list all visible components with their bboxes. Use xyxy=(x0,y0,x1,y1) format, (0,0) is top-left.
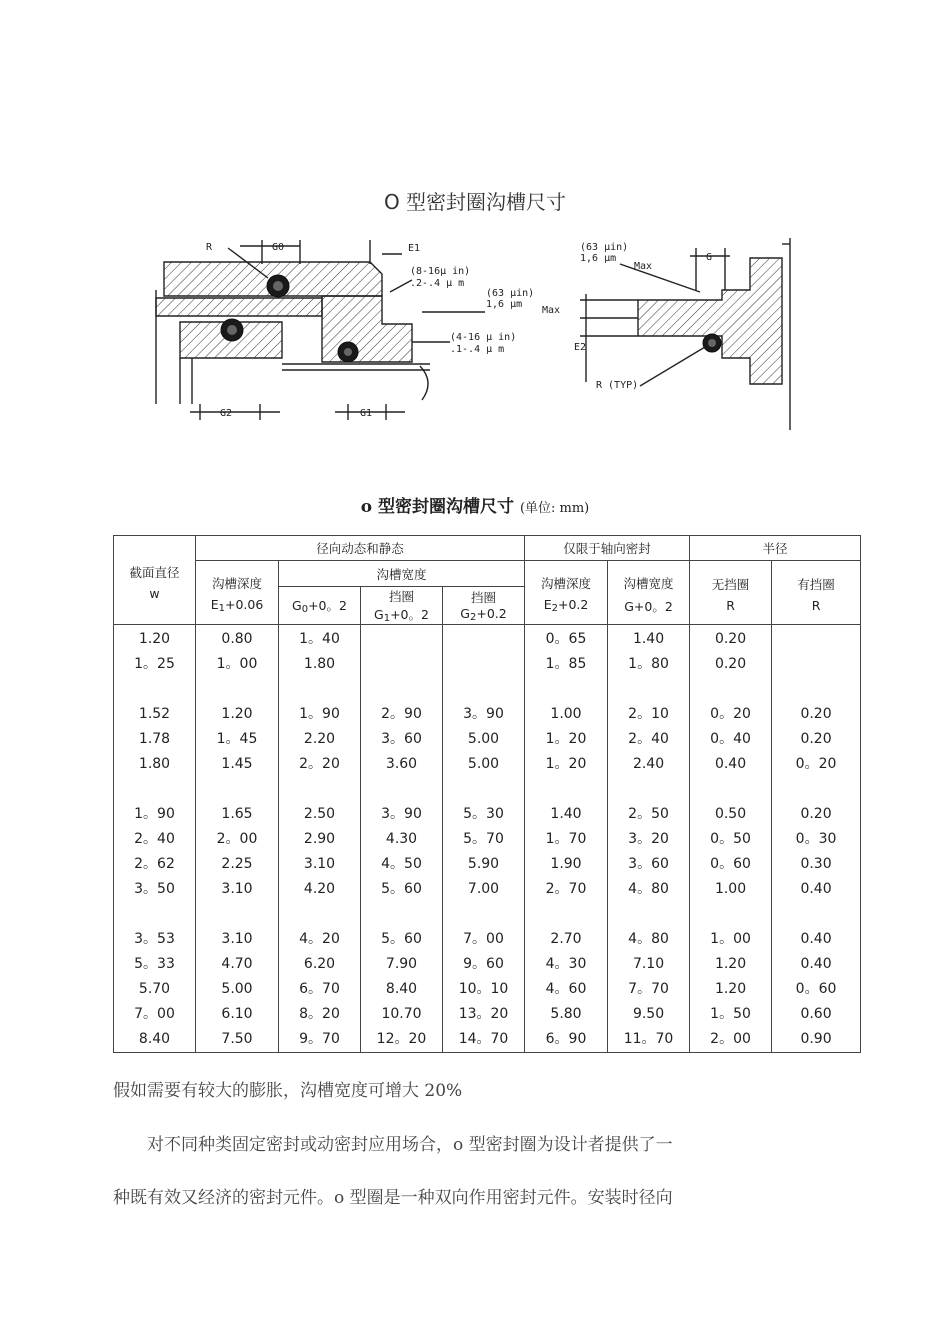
table-cell: 3.10 xyxy=(221,881,253,897)
table-cell: 3。90 xyxy=(381,806,422,822)
header-w: 截面直径 w xyxy=(114,536,196,625)
table-cell: 14。70 xyxy=(458,1031,509,1047)
table-cell: 2。50 xyxy=(628,806,669,822)
table-cell: 2。20 xyxy=(299,756,340,772)
table-cell: 5.00 xyxy=(467,756,500,772)
table-cell: 0.40 xyxy=(800,881,832,897)
group-spacer xyxy=(772,902,860,927)
header-g2: 挡圈 $G_2+0.2$ xyxy=(443,587,525,625)
group-spacer xyxy=(608,777,689,802)
table-cell: 1.80 xyxy=(138,756,171,772)
table-cell: 2.50 xyxy=(303,806,336,822)
group-spacer xyxy=(196,777,278,802)
table-column xyxy=(608,625,690,1053)
label-max-2: Max xyxy=(634,261,653,272)
group-spacer xyxy=(443,677,524,702)
table-cell: 4。80 xyxy=(628,931,669,947)
table-cell: 7。00 xyxy=(463,931,504,947)
table-cell xyxy=(443,652,524,677)
table-cell xyxy=(772,627,860,652)
table-cell: 5。60 xyxy=(381,931,422,947)
table-cell: 0。60 xyxy=(795,981,837,997)
table-cell: 0.20 xyxy=(714,656,747,672)
table-cell: 4。30 xyxy=(545,956,587,972)
label-finish4-a: (63 μin) xyxy=(580,242,629,253)
table-cell: 5。60 xyxy=(381,881,422,897)
header-axial: 仅限于轴向密封 xyxy=(525,536,690,561)
table-cell: 4。20 xyxy=(299,931,340,947)
table-cell: 3.60 xyxy=(385,756,418,772)
table-cell: 5。30 xyxy=(463,806,504,822)
table-cell: 7.10 xyxy=(632,956,665,972)
table-cell: 3.10 xyxy=(221,931,253,947)
group-spacer xyxy=(443,777,524,802)
table-cell: 4.20 xyxy=(303,881,336,897)
group-spacer xyxy=(279,777,360,802)
table-cell: 0。60 xyxy=(710,856,751,872)
table-cell: 0.60 xyxy=(800,1006,832,1022)
table-cell: 4。80 xyxy=(628,881,669,897)
table-cell: 2.70 xyxy=(550,931,582,947)
expansion-note: 假如需要有较大的膨胀，沟槽宽度可增大 20% xyxy=(113,1081,463,1101)
header-r-no-backup: 无挡圈 R xyxy=(690,561,772,625)
table-cell: 2。90 xyxy=(381,706,422,722)
paragraph-line-2: 种既有效又经济的密封元件。o 型圈是一种双向作用密封元件。安装时径向 xyxy=(113,1188,673,1208)
table-cell: 5。70 xyxy=(463,831,504,847)
group-spacer xyxy=(525,902,607,927)
table-cell: 0.80 xyxy=(221,631,253,647)
table-cell: 5.00 xyxy=(221,981,253,997)
table-cell: 2。40 xyxy=(628,731,669,747)
table-cell: 9.50 xyxy=(632,1006,665,1022)
label-finish1-b: .2-.4 μ m xyxy=(410,278,465,289)
table-cell: 0.40 xyxy=(800,931,832,947)
table-cell: 4。50 xyxy=(381,856,422,872)
table-cell: 1.45 xyxy=(221,756,253,772)
table-cell: 13。20 xyxy=(458,1006,509,1022)
table-cell: 1。80 xyxy=(628,656,669,672)
table-column xyxy=(279,625,361,1053)
table-cell: 1.40 xyxy=(632,631,665,647)
group-spacer xyxy=(772,677,860,702)
table-cell: 1.20 xyxy=(714,981,747,997)
group-spacer xyxy=(114,902,195,927)
table-cell: 2。10 xyxy=(628,706,669,722)
table-cell: 1.40 xyxy=(550,806,582,822)
group-spacer xyxy=(608,902,689,927)
paragraph-line-1: 对不同种类固定密封或动密封应用场合，o 型密封圈为设计者提供了一 xyxy=(147,1135,673,1155)
table-cell: 0.20 xyxy=(800,806,832,822)
groove-diagram xyxy=(150,234,815,434)
label-g0: G0 xyxy=(272,242,285,253)
table-cell: 1。00 xyxy=(710,931,751,947)
group-spacer xyxy=(525,777,607,802)
label-finish4-b: 1,6 μm xyxy=(580,253,617,264)
table-cell: 6。90 xyxy=(545,1031,587,1047)
table-cell: 6.20 xyxy=(303,956,336,972)
table-cell: 0。20 xyxy=(710,706,751,722)
table-cell: 3。53 xyxy=(134,931,175,947)
table-cell: 1.20 xyxy=(221,706,253,722)
table-cell: 0.20 xyxy=(800,706,832,722)
table-cell: 1.65 xyxy=(221,806,253,822)
table-cell: 7。70 xyxy=(628,981,669,997)
table-cell: 1.00 xyxy=(714,881,747,897)
table-cell: 10。10 xyxy=(458,981,509,997)
header-r-backup: 有挡圈 R xyxy=(772,561,861,625)
table-cell: 5。33 xyxy=(134,956,175,972)
table-cell: 0.90 xyxy=(800,1031,832,1047)
label-e1: E1 xyxy=(408,243,421,254)
table-cell: 1。40 xyxy=(299,631,340,647)
table-cell: 1。85 xyxy=(545,656,587,672)
table-title-text: o 型密封圈沟槽尺寸 xyxy=(360,497,515,517)
table-cell: 1。25 xyxy=(134,656,175,672)
table-cell: 1.20 xyxy=(714,956,747,972)
label-finish2-a: (63 μin) xyxy=(486,288,535,299)
table-cell xyxy=(361,627,442,652)
table-column xyxy=(690,625,772,1053)
table-cell: 1。90 xyxy=(134,806,175,822)
table-cell: 8.40 xyxy=(385,981,418,997)
header-g1: 挡圈 $G_1+0$。2 xyxy=(361,587,443,625)
table-cell: 1。00 xyxy=(216,656,258,672)
table-cell: 0.20 xyxy=(800,731,832,747)
table-cell: 2。00 xyxy=(216,831,258,847)
table-cell: 6。70 xyxy=(299,981,340,997)
group-spacer xyxy=(690,677,771,702)
header-groove-width: 沟槽宽度 xyxy=(279,561,525,587)
table-cell: 2。62 xyxy=(134,856,175,872)
label-finish2-b: 1,6 μm xyxy=(486,299,523,310)
table-cell: 3.10 xyxy=(303,856,336,872)
table-cell: 7。00 xyxy=(134,1006,175,1022)
table-cell: 4.30 xyxy=(385,831,418,847)
table-cell: 0.40 xyxy=(714,756,747,772)
figure-title: O 型密封圈沟槽尺寸 xyxy=(383,190,567,214)
table-cell: 2。40 xyxy=(134,831,175,847)
table-cell: 9。70 xyxy=(299,1031,340,1047)
group-spacer xyxy=(443,902,524,927)
table-cell xyxy=(361,652,442,677)
table-cell: 1。20 xyxy=(545,756,587,772)
header-e2: 沟槽深度 $E_2+0.2$ xyxy=(525,561,608,625)
table-cell: 10.70 xyxy=(381,1006,422,1022)
table-cell xyxy=(772,652,860,677)
table-body xyxy=(114,625,861,1053)
table-cell: 0。40 xyxy=(710,731,751,747)
label-r-typ: R (TYP) xyxy=(596,380,639,391)
table-cell: 3。90 xyxy=(463,706,504,722)
header-g: 沟槽宽度 G+0。2 xyxy=(608,561,690,625)
table-cell: 2。70 xyxy=(545,881,587,897)
table-cell: 0。20 xyxy=(795,756,837,772)
table-cell: 5.70 xyxy=(138,981,171,997)
label-r: R xyxy=(206,242,213,253)
group-spacer xyxy=(114,777,195,802)
table-cell: 3。60 xyxy=(381,731,422,747)
table-cell: 0。50 xyxy=(710,831,751,847)
table-cell: 1.90 xyxy=(550,856,582,872)
group-spacer xyxy=(772,777,860,802)
table-column xyxy=(443,625,525,1053)
table-cell: 1。45 xyxy=(216,731,258,747)
label-g: G xyxy=(706,252,713,263)
table-cell: 1。70 xyxy=(545,831,587,847)
table-cell: 5.80 xyxy=(550,1006,582,1022)
table-cell: 1.52 xyxy=(138,706,171,722)
label-max-1: Max xyxy=(542,305,561,316)
table-cell: 8。20 xyxy=(299,1006,340,1022)
table-cell: 0.40 xyxy=(800,956,832,972)
table-title xyxy=(0,492,950,517)
table-cell: 3。20 xyxy=(628,831,669,847)
table-cell xyxy=(443,627,524,652)
header-g0: $G_0+0$。2 xyxy=(279,587,361,625)
group-spacer xyxy=(690,777,771,802)
label-g2: G2 xyxy=(220,408,233,419)
group-spacer xyxy=(196,677,278,702)
group-spacer xyxy=(196,902,278,927)
table-cell: 1。20 xyxy=(545,731,587,747)
header-radius: 半径 xyxy=(690,536,861,561)
group-spacer xyxy=(279,902,360,927)
table-cell: 0。65 xyxy=(545,631,587,647)
table-cell: 6.10 xyxy=(221,1006,253,1022)
group-spacer xyxy=(361,677,442,702)
table-cell: 5.00 xyxy=(467,731,500,747)
table-cell: 9。60 xyxy=(463,956,504,972)
table-cell: 1。50 xyxy=(710,1006,751,1022)
table-cell: 7.50 xyxy=(221,1031,253,1047)
table-cell: 2.90 xyxy=(303,831,336,847)
group-spacer xyxy=(608,677,689,702)
groove-dimension-table xyxy=(113,535,861,1053)
table-cell: 2.20 xyxy=(303,731,336,747)
label-finish1-a: (8-16μ in) xyxy=(410,266,471,277)
table-cell: 2。00 xyxy=(710,1031,751,1047)
table-cell: 7.00 xyxy=(467,881,500,897)
header-e1: 沟槽深度 $E_1+0.06$ xyxy=(196,561,279,625)
table-cell: 7.90 xyxy=(385,956,418,972)
table-cell: 1.20 xyxy=(138,631,171,647)
label-g1: G1 xyxy=(360,408,373,419)
group-spacer xyxy=(361,902,442,927)
group-spacer xyxy=(114,677,195,702)
table-column xyxy=(525,625,608,1053)
table-cell: 4.70 xyxy=(221,956,253,972)
group-spacer xyxy=(279,677,360,702)
table-cell: 4。60 xyxy=(545,981,587,997)
table-cell: 3。50 xyxy=(134,881,175,897)
table-cell: 2.25 xyxy=(221,856,253,872)
group-spacer xyxy=(690,902,771,927)
group-spacer xyxy=(361,777,442,802)
table-cell: 3。60 xyxy=(628,856,669,872)
label-finish3-b: .1-.4 μ m xyxy=(450,344,505,355)
table-cell: 8.40 xyxy=(138,1031,171,1047)
table-cell: 1.80 xyxy=(303,656,336,672)
table-cell: 11。70 xyxy=(623,1031,674,1047)
label-e2: E2 xyxy=(574,342,587,353)
table-column xyxy=(361,625,443,1053)
table-cell: 0。30 xyxy=(795,831,837,847)
table-cell: 0.20 xyxy=(714,631,747,647)
table-cell: 2.40 xyxy=(632,756,665,772)
table-cell: 0.50 xyxy=(714,806,747,822)
table-cell: 1。90 xyxy=(299,706,340,722)
group-spacer xyxy=(525,677,607,702)
table-cell: 5.90 xyxy=(467,856,500,872)
table-column xyxy=(196,625,279,1053)
table-cell: 0.30 xyxy=(800,856,832,872)
table-unit: (单位: mm) xyxy=(519,501,590,516)
table-cell: 1.78 xyxy=(138,731,171,747)
table-column xyxy=(114,625,196,1053)
table-cell: 12。20 xyxy=(376,1031,427,1047)
label-finish3-a: (4-16 μ in) xyxy=(450,332,517,343)
table-cell: 1.00 xyxy=(550,706,582,722)
header-radial: 径向动态和静态 xyxy=(196,536,525,561)
table-column xyxy=(772,625,861,1053)
